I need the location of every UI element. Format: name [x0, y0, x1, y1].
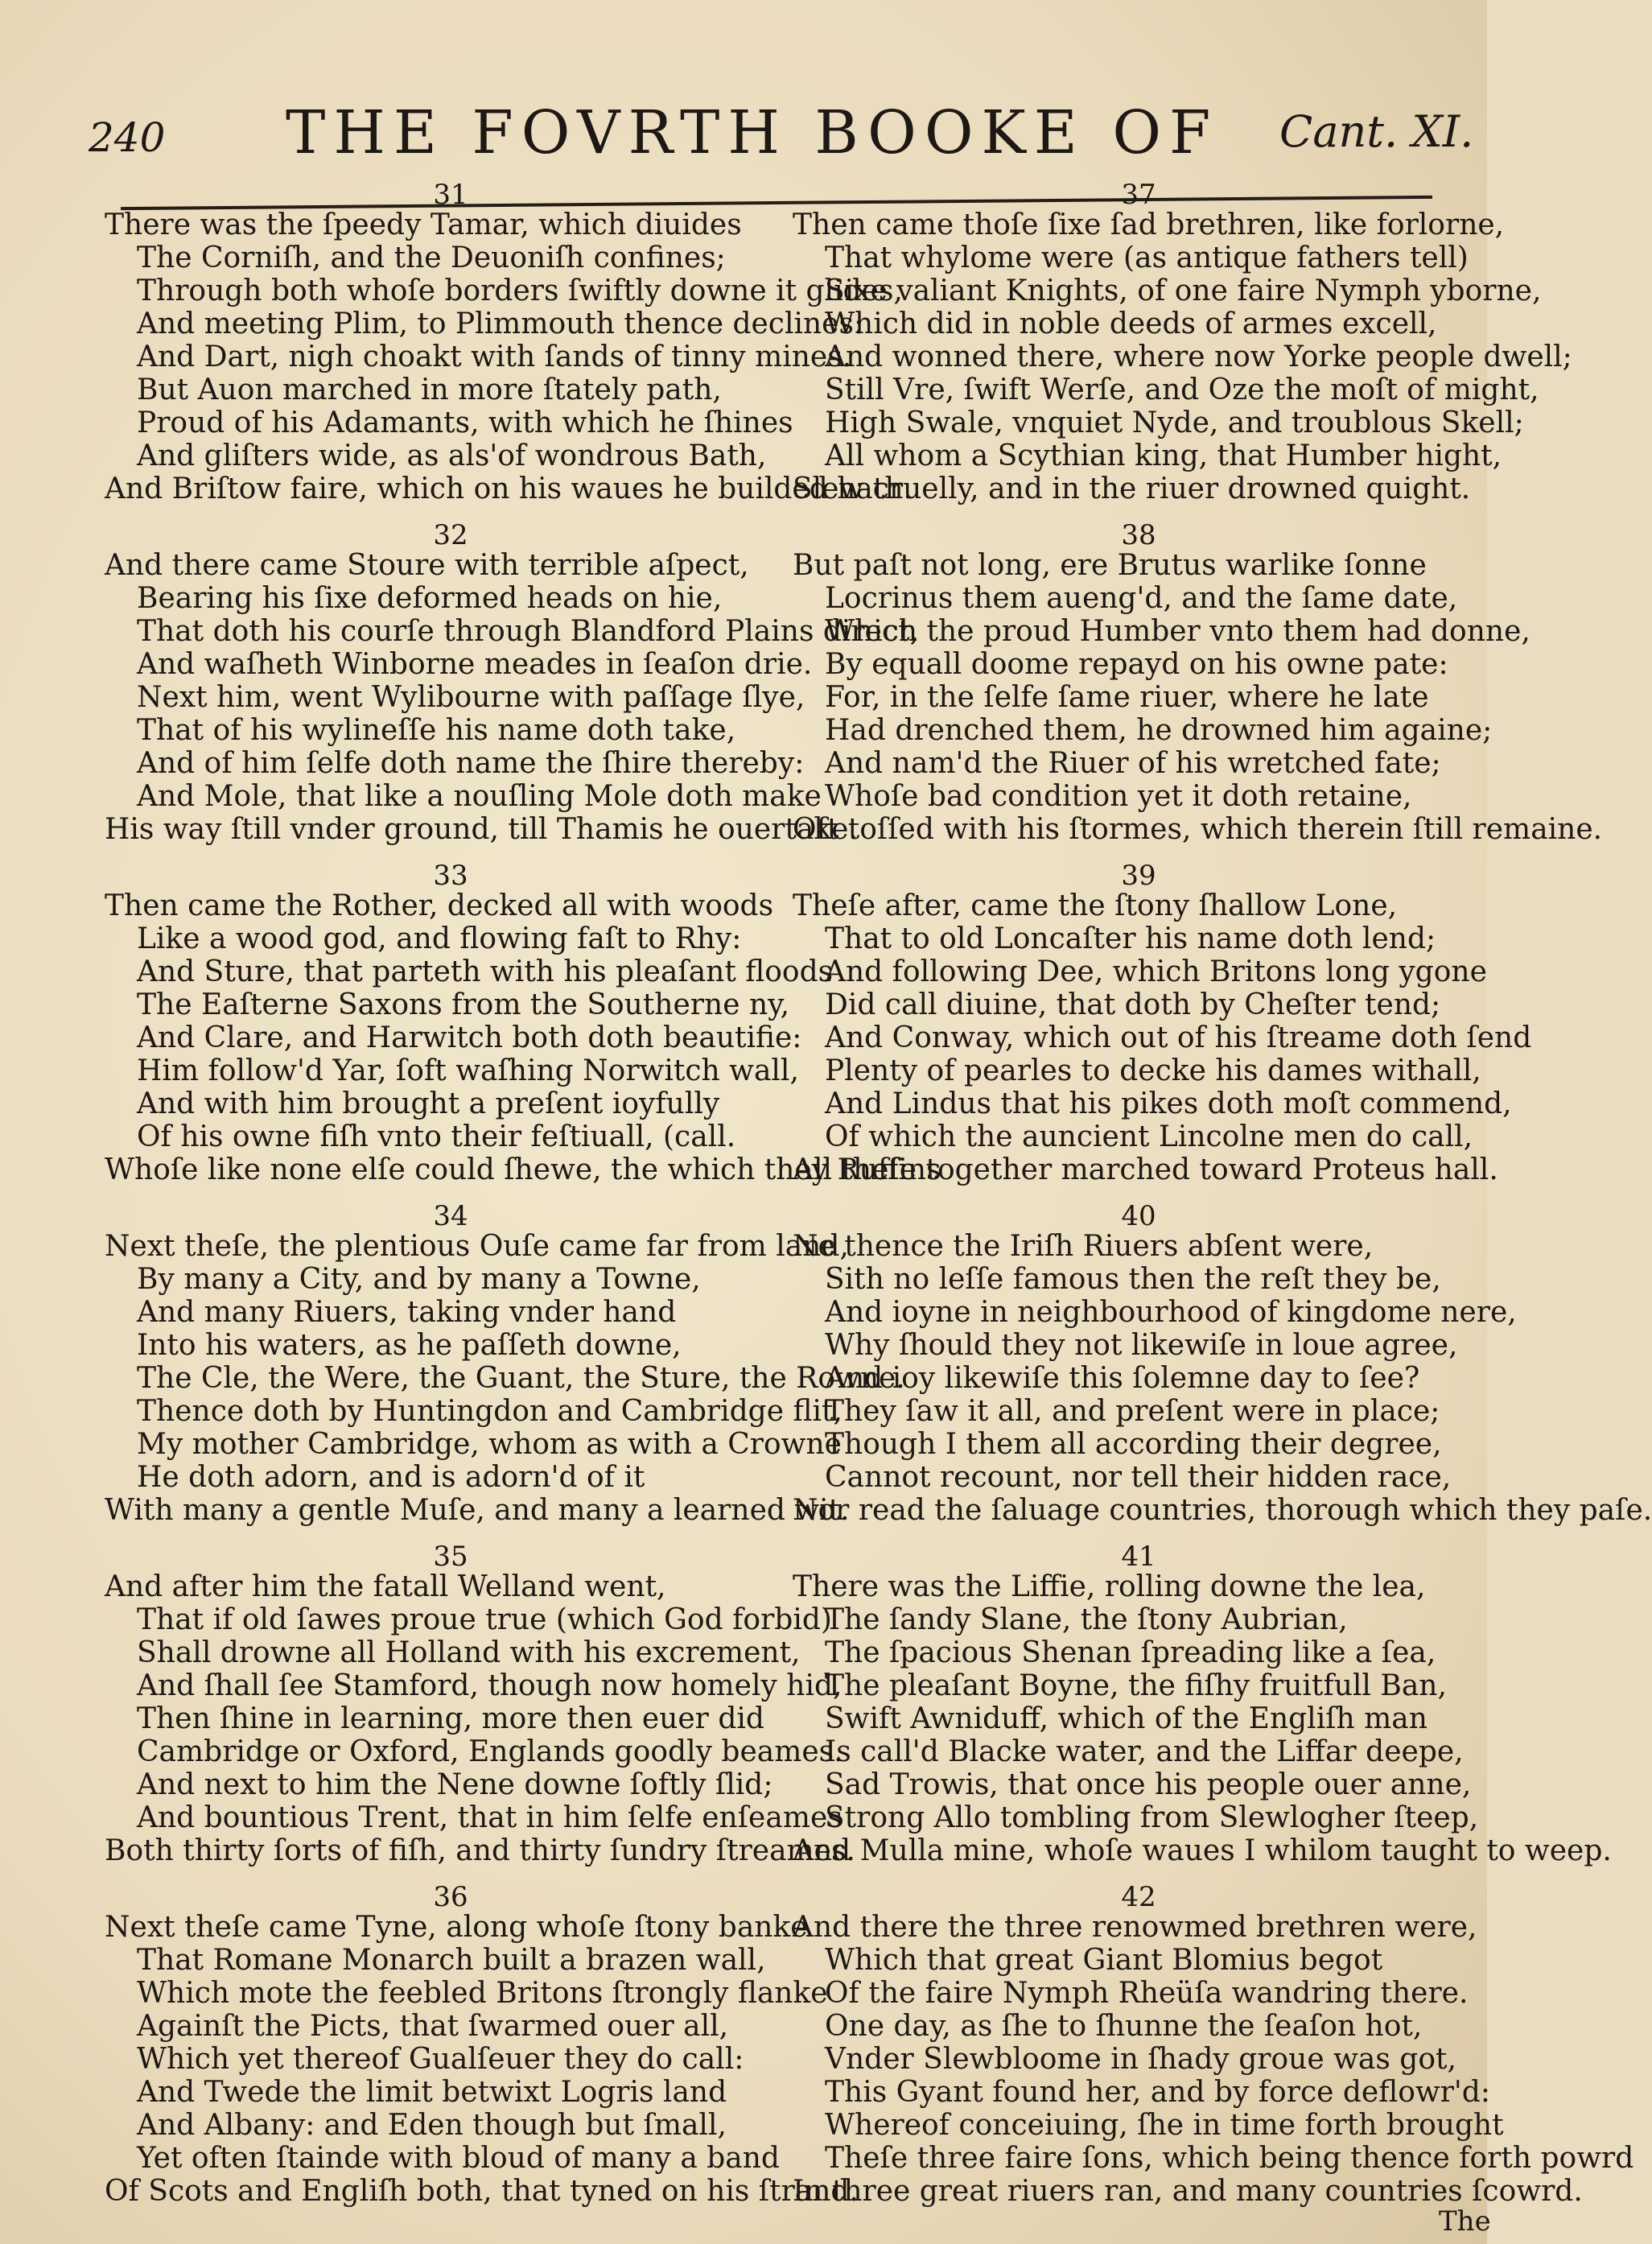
- stanza: [793, 519, 1603, 846]
- verse-line: Cambridge or Oxford, Englands goodly beames.: [137, 1735, 843, 1768]
- stanza-number: 39: [1121, 860, 1156, 892]
- verse-line: In three great riuers ran, and many countries ſcowrd.: [793, 2175, 1583, 2208]
- verse-line: The ſandy Slane, the ſtony Aubrian,: [825, 1603, 1348, 1636]
- verse-line: Sad Trowis, that once his people ouer anne,: [825, 1768, 1472, 1801]
- stanza: [793, 860, 1532, 1186]
- verse-line: And next to him the Nene downe ſoftly ſlid;: [137, 1768, 773, 1801]
- verse-line: Next him, went Wylibourne with paſſage ſlye,: [137, 681, 805, 714]
- stanza-number: 41: [1121, 1541, 1156, 1573]
- verse-line: Next theſe, the plentious Ouſe came far from land,: [105, 1230, 849, 1263]
- verse-line: Through both whoſe borders ſwiftly downe it glides,: [137, 274, 903, 307]
- verse-line: And Sture, that parteth with his pleaſant floods: [137, 955, 834, 988]
- verse-line: Oft toſſed with his ſtormes, which therein ſtill remaine.: [793, 813, 1603, 846]
- verse-line: Theſe three faire ſons, which being thence forth powrd: [825, 2142, 1634, 2175]
- verse-line: Swift Awniduff, which of the Engliſh man: [825, 1702, 1427, 1735]
- stanza: [793, 1200, 1652, 1527]
- verse-line: And meeting Plim, to Plimmouth thence declines:: [137, 307, 864, 340]
- verse-line: And Mulla mine, whoſe waues I whilom taught to weep.: [793, 1834, 1612, 1867]
- verse-line: Then came the Rother, decked all with woods: [105, 889, 774, 922]
- verse-line: Cannot recount, nor tell their hidden race,: [825, 1461, 1452, 1494]
- verse-line: And bountious Trent, that in him ſelfe enſeames: [137, 1801, 842, 1834]
- verse-line: Is call'd Blacke water, and the Liffar deepe,: [825, 1735, 1464, 1768]
- verse-line: My mother Cambridge, whom as with a Crowne: [137, 1428, 842, 1461]
- verse-line: He doth adorn, and is adorn'd of it: [137, 1461, 645, 1494]
- stanza: [105, 179, 913, 505]
- verse-line: By many a City, and by many a Towne,: [137, 1263, 701, 1296]
- verse-line: And Mole, that like a nouſling Mole doth make: [137, 780, 822, 813]
- page-header: [0, 48, 1487, 167]
- stanza: [793, 179, 1572, 505]
- verse-line: Locrinus them aueng'd, and the ſame date,: [825, 582, 1458, 615]
- stanza-number: 42: [1121, 1881, 1156, 1913]
- verse-line: The Cle, the Were, the Guant, the Sture, the Rowne.: [137, 1362, 905, 1395]
- verse-line: Plenty of pearles to decke his dames withall,: [825, 1054, 1481, 1087]
- verse-line: But Auon marched in more ſtately path,: [137, 373, 722, 406]
- verse-line: Next theſe came Tyne, along whoſe ſtony banke: [105, 1911, 808, 1944]
- verse-line: And Briſtow faire, which on his waues he builded hath.: [105, 472, 913, 505]
- verse-line: And gliſters wide, as als'of wondrous Bath,: [137, 439, 767, 472]
- verse-line: All theſe together marched toward Proteus hall.: [793, 1153, 1498, 1186]
- stanza: [105, 860, 941, 1186]
- verse-line: The Eaſterne Saxons from the Southerne ny,: [137, 988, 790, 1021]
- verse-line: Shall drowne all Holland with his excrement,: [137, 1636, 801, 1669]
- stanza-number: 35: [433, 1541, 468, 1573]
- verse-line: That Romane Monarch built a brazen wall,: [137, 1944, 766, 1977]
- stanza: [105, 519, 920, 846]
- verse-line: Which the proud Humber vnto them had donne,: [825, 615, 1530, 648]
- verse-line: Theſe after, came the ſtony ſhallow Lone,: [793, 889, 1398, 922]
- stanza-number: 31: [433, 179, 468, 211]
- stanza: [793, 1881, 1634, 2208]
- verse-line: And waſheth Winborne meades in ſeaſon drie.: [137, 648, 813, 681]
- verse-line: Him follow'd Yar, ſoft waſhing Norwitch wall,: [137, 1054, 799, 1087]
- verse-line: And Conway, which out of his ſtreame doth ſend: [825, 1021, 1532, 1054]
- verse-line: Which did in noble deeds of armes excell,: [825, 307, 1437, 340]
- verse-line: Whoſe like none elſe could ſhewe, the which they Ruffins: [105, 1153, 941, 1186]
- verse-line: And Albany: and Eden though but ſmall,: [137, 2109, 727, 2142]
- verse-line: The Corniſh, and the Deuoniſh confines;: [137, 241, 726, 274]
- verse-line: And of him ſelfe doth name the ſhire thereby:: [137, 747, 805, 780]
- verse-line: And after him the fatall Welland went,: [105, 1570, 666, 1603]
- verse-line: Bearing his ſixe deformed heads on hie,: [137, 582, 723, 615]
- verse-line: Yet often ſtainde with bloud of many a band: [137, 2142, 780, 2175]
- verse-line: Thence doth by Huntingdon and Cambridge flit,: [137, 1395, 842, 1428]
- verse-line: Like a wood god, and flowing faſt to Rhy:: [137, 922, 742, 955]
- verse-line: But paſt not long, ere Brutus warlike ſonne: [793, 549, 1427, 582]
- verse-line: And ioyne in neighbourhood of kingdome nere,: [825, 1296, 1517, 1329]
- verse-line: All whom a Scythian king, that Humber hight,: [825, 439, 1502, 472]
- verse-line: Did call diuine, that doth by Cheſter tend;: [825, 988, 1441, 1021]
- verse-line: They ſaw it all, and preſent were in place;: [825, 1395, 1440, 1428]
- verse-line: Vnder Slewbloome in ſhady groue was got,: [825, 2043, 1456, 2076]
- verse-line: There was the ſpeedy Tamar, which diuides: [105, 208, 742, 241]
- verse-line: And following Dee, which Britons long ygone: [825, 955, 1487, 988]
- verse-line: For, in the ſelfe ſame riuer, where he late: [825, 681, 1429, 714]
- verse-line: This Gyant found her, and by force deflowr'd:: [825, 2076, 1490, 2109]
- stanza: [105, 1200, 905, 1527]
- verse-line: Ne thence the Iriſh Riuers abſent were,: [793, 1230, 1374, 1263]
- stanza-number: 33: [433, 860, 468, 892]
- verse-line: And with him brought a preſent ioyfully: [137, 1087, 720, 1120]
- verse-line: Slew cruelly, and in the riuer drowned quight.: [793, 472, 1471, 505]
- canto-label: Cant. XI.: [1279, 106, 1474, 157]
- stanza: [105, 1541, 855, 1867]
- verse-line: There was the Liffie, rolling downe the lea,: [793, 1570, 1426, 1603]
- verse-line: That whylome were (as antique fathers tell): [825, 241, 1469, 274]
- verse-line: Of which the auncient Lincolne men do call,: [825, 1120, 1473, 1153]
- verse-line: Then came thoſe ſixe ſad brethren, like forlorne,: [793, 208, 1505, 241]
- verse-line: Nor read the ſaluage countries, thorough which they paſe.: [793, 1494, 1652, 1527]
- verse-line: Though I them all according their degree,: [825, 1428, 1442, 1461]
- verse-line: Strong Allo tombling from Slewlogher ſteep,: [825, 1801, 1479, 1834]
- verse-line: One day, as ſhe to ſhunne the ſeaſon hot,: [825, 2010, 1423, 2043]
- verse-line: And ioy likewiſe this ſolemne day to ſee?: [825, 1362, 1420, 1395]
- verse-line: Of his owne fiſh vnto their feſtiuall, (call.: [137, 1120, 736, 1153]
- verse-line: And many Riuers, taking vnder hand: [137, 1296, 677, 1329]
- verse-line: And ſhall ſee Stamford, though now homely hid,: [137, 1669, 842, 1702]
- verse-line: By equall doome repayd on his owne pate:: [825, 648, 1448, 681]
- verse-line: Proud of his Adamants, with which he ſhines: [137, 406, 793, 439]
- running-title: THE FOVRTH BOOKE OF: [286, 98, 1219, 167]
- verse-line: Still Vre, ſwift Werſe, and Oze the moſt of might,: [825, 373, 1539, 406]
- page-number: 240: [89, 114, 166, 161]
- verse-line: High Swale, vnquiet Nyde, and troublous Skell;: [825, 406, 1524, 439]
- verse-line: Whoſe bad condition yet it doth retaine,: [825, 780, 1412, 813]
- verse-line: And nam'd the Riuer of his wretched fate;: [825, 747, 1441, 780]
- verse-line: Which that great Giant Blomius begot: [825, 1944, 1383, 1977]
- stanza-number: 36: [433, 1881, 468, 1913]
- verse-line: And Dart, nigh choakt with ſands of tinny mines.: [137, 340, 852, 373]
- verse-line: Of the faire Nymph Rheüſa wandring there.: [825, 1977, 1469, 2010]
- verse-line: Why ſhould they not likewiſe in loue agree,: [825, 1329, 1458, 1362]
- verse-line: And Lindus that his pikes doth moſt commend,: [825, 1087, 1512, 1120]
- catchword: The: [1439, 2205, 1491, 2238]
- verse-line: Whereof conceiuing, ſhe in time forth brought: [825, 2109, 1504, 2142]
- verse-line: And wonned there, where now Yorke people dwell;: [825, 340, 1572, 373]
- left-column: [105, 179, 941, 2224]
- verse-line: Of Scots and Engliſh both, that tyned on his ſtrand.: [105, 2175, 859, 2208]
- verse-line: The pleaſant Boyne, the fiſhy fruitfull Ban,: [825, 1669, 1447, 1702]
- stanza-number: 40: [1121, 1200, 1156, 1232]
- stanza-number: 32: [433, 519, 468, 551]
- verse-line: His way ſtill vnder ground, till Thamis he ouertake.: [105, 813, 858, 846]
- verse-line: The ſpacious Shenan ſpreading like a ſea,: [825, 1636, 1436, 1669]
- verse-line: That to old Loncaſter his name doth lend;: [825, 922, 1436, 955]
- stanza-number: 37: [1121, 179, 1156, 211]
- verse-line: Then ſhine in learning, more then euer did: [137, 1702, 764, 1735]
- verse-line: Which yet thereof Gualſeuer they do call:: [137, 2043, 744, 2076]
- verse-line: That of his wylineſſe his name doth take,: [137, 714, 736, 747]
- verse-line: Sixe valiant Knights, of one faire Nymph yborne,: [825, 274, 1542, 307]
- verse-line: Into his waters, as he paſſeth downe,: [137, 1329, 682, 1362]
- stanza: [105, 1881, 859, 2208]
- verse-line: Againſt the Picts, that ſwarmed ouer all,: [137, 2010, 729, 2043]
- right-column: [793, 179, 1652, 2224]
- verse-line: With many a gentle Muſe, and many a learned wit.: [105, 1494, 850, 1527]
- stanza-number: 34: [433, 1200, 468, 1232]
- verse-line: And Twede the limit betwixt Logris land: [137, 2076, 727, 2109]
- stanza-number: 38: [1121, 519, 1156, 551]
- verse-line: Both thirty ſorts of fiſh, and thirty ſundry ſtreames.: [105, 1834, 855, 1867]
- stanza: [793, 1541, 1612, 1867]
- verse-line: Sith no leſſe famous then the reſt they be,: [825, 1263, 1441, 1296]
- verse-line: And Clare, and Harwitch both doth beautifie:: [137, 1021, 802, 1054]
- verse-line: And there the three renowmed brethren were,: [793, 1911, 1477, 1944]
- verse-line: Had drenched them, he drowned him againe;: [825, 714, 1493, 747]
- verse-line: That doth his courſe through Blandford Plains direct,: [137, 615, 920, 648]
- verse-line: That if old ſawes proue true (which God forbid): [137, 1603, 832, 1636]
- verse-line: Which mote the feebled Britons ſtrongly flanke: [137, 1977, 828, 2010]
- verse-line: And there came Stoure with terrible aſpect,: [105, 549, 749, 582]
